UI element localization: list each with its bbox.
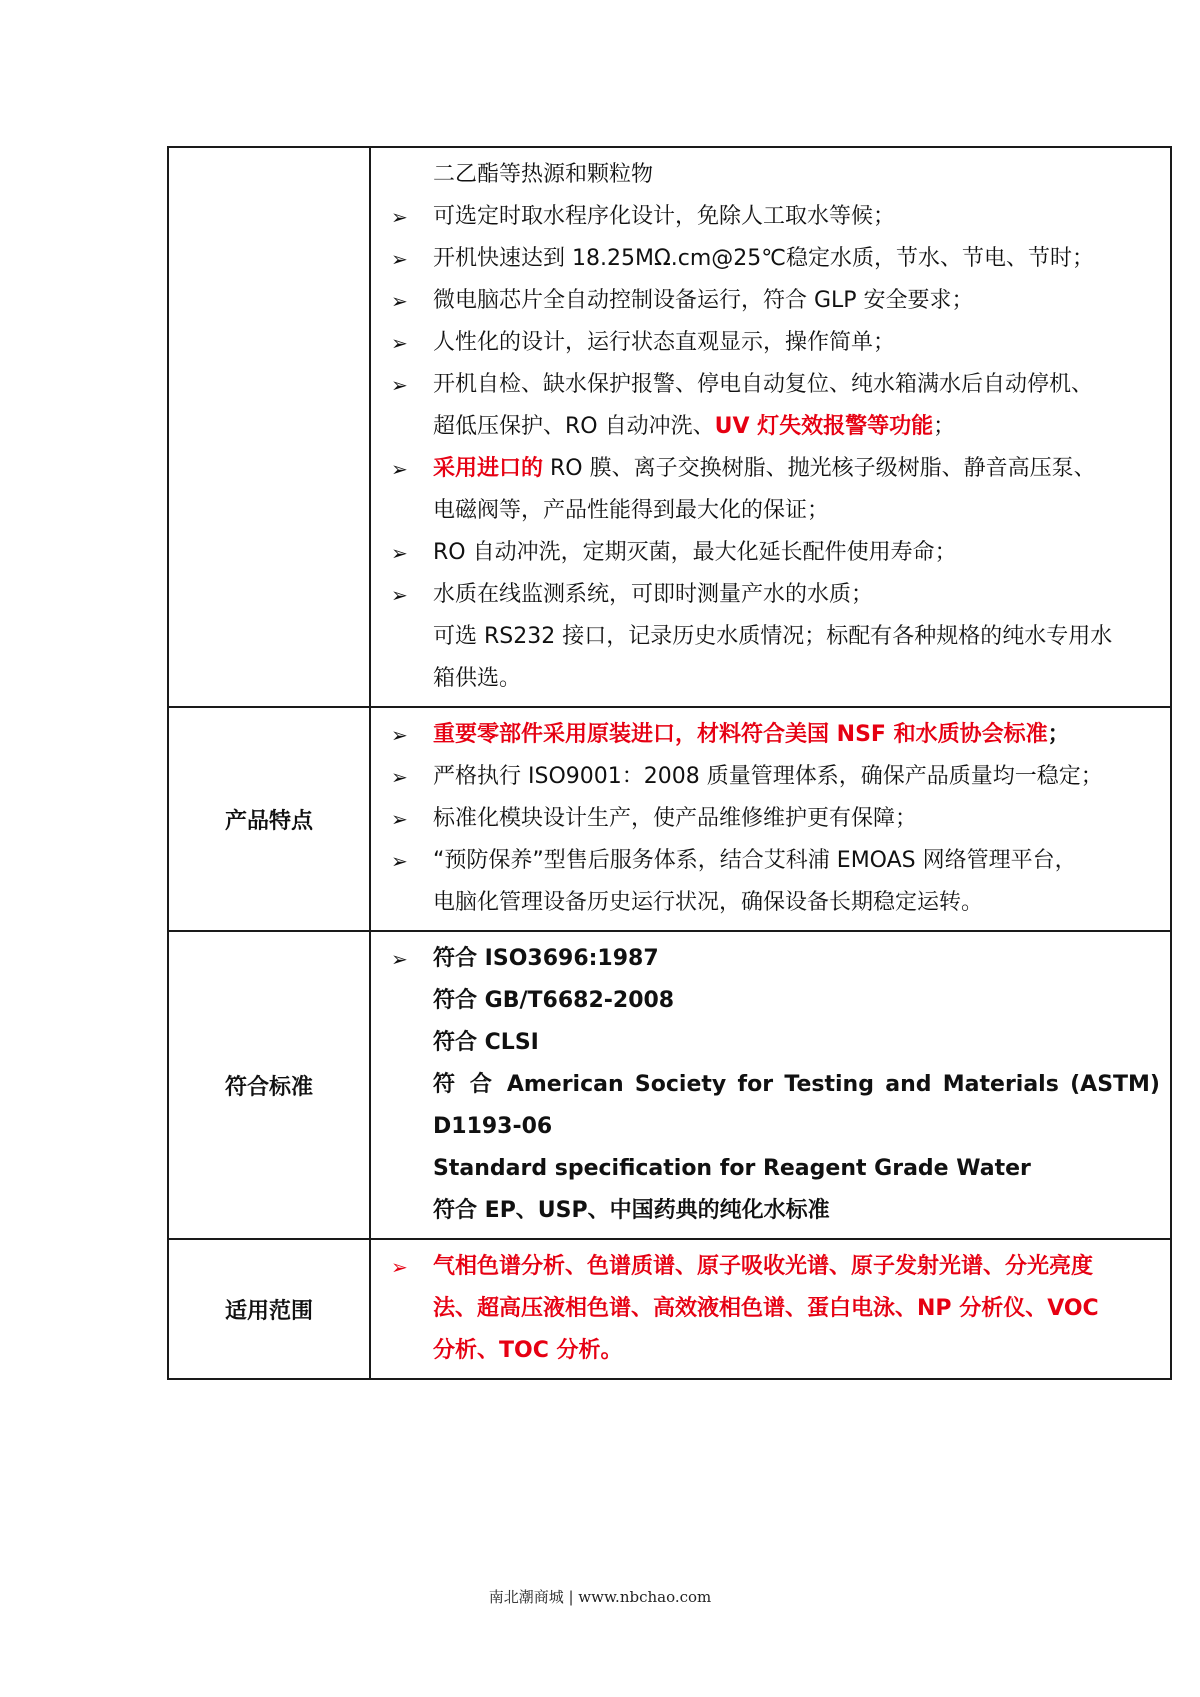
list-item: 符合 GB/T6682-2008 [433,988,675,1013]
row-label: 产品特点 [168,707,370,931]
arrow-bullet-icon: ➢ [391,541,408,565]
list-item: ➢ “预防保养”型售后服务体系，结合艾科浦 EMOAS 网络管理平台， [381,840,1160,882]
arrow-bullet-icon: ➢ [391,247,408,271]
row-content [370,707,1171,931]
arrow-bullet-icon: ➢ [391,849,408,873]
arrow-bullet-icon: ➢ [391,373,408,397]
table-row [168,1239,1171,1379]
list-item: 法、超高压液相色谱、高效液相色谱、蛋白电泳、NP 分析仪、VOC [433,1296,1099,1321]
list-item: D1193-06 [433,1114,553,1139]
list-item: ➢ 采用进口的 RO 膜、离子交换树脂、抛光核子级树脂、静音高压泵、 [381,448,1160,490]
arrow-bullet-icon: ➢ [391,331,408,355]
arrow-bullet-icon: ➢ [391,1255,408,1279]
list-item: ➢ 气相色谱分析、色谱质谱、原子吸收光谱、原子发射光谱、分光亮度 [381,1246,1160,1288]
table-row [168,931,1171,1239]
list-item: 符 合 American Society for Testing and Materials (ASTM) [433,1072,1160,1097]
list-item: 可选 RS232 接口，记录历史水质情况；标配有各种规格的纯水专用水 [433,624,1113,649]
table-row [168,147,1171,707]
list-item: 二乙酯等热源和颗粒物 [433,162,654,187]
list-item: ➢ 人性化的设计，运行状态直观显示，操作简单； [381,322,1160,364]
arrow-bullet-icon: ➢ [391,205,408,229]
row-content [370,931,1171,1239]
list-item: ➢ RO 自动冲洗，定期灭菌，最大化延长配件使用寿命； [381,532,1160,574]
list-item: 分析、TOC 分析。 [433,1338,623,1363]
list-item: 符合 CLSI [433,1030,539,1055]
list-item: Standard specification for Reagent Grade Water [433,1156,1031,1181]
page-footer: 南北潮商城 | www.nbchao.com [488,1588,712,1606]
row-label: 适用范围 [168,1239,370,1379]
list-item: 电磁阀等，产品性能得到最大化的保证； [433,498,830,523]
list-item: 符合 EP、USP、中国药典的纯化水标准 [433,1198,830,1223]
list-item: 超低压保护、RO 自动冲洗、UV 灯失效报警等功能； [433,414,956,439]
arrow-bullet-icon: ➢ [391,583,408,607]
list-item: ➢ 可选定时取水程序化设计，免除人工取水等候； [381,196,1160,238]
arrow-bullet-icon: ➢ [391,947,408,971]
list-item: ➢ 严格执行 ISO9001：2008 质量管理体系，确保产品质量均一稳定； [381,756,1160,798]
list-item: ➢ 符合 ISO3696:1987 [381,938,1160,980]
list-item: ➢ 重要零部件采用原装进口，材料符合美国 NSF 和水质协会标准； [381,714,1160,756]
row-content [370,147,1171,707]
arrow-bullet-icon: ➢ [391,765,408,789]
list-item: ➢ 标准化模块设计生产，使产品维修维护更有保障； [381,798,1160,840]
row-content [370,1239,1171,1379]
arrow-bullet-icon: ➢ [391,723,408,747]
row-label: 符合标准 [168,931,370,1239]
list-item: ➢ 开机自检、缺水保护报警、停电自动复位、纯水箱满水后自动停机、 [381,364,1160,406]
arrow-bullet-icon: ➢ [391,457,408,481]
arrow-bullet-icon: ➢ [391,289,408,313]
table-row [168,707,1171,931]
list-item: ➢ 微电脑芯片全自动控制设备运行，符合 GLP 安全要求； [381,280,1160,322]
spec-table [167,146,1172,1380]
list-item: ➢ 开机快速达到 18.25MΩ.cm@25℃稳定水质，节水、节电、节时； [381,238,1160,280]
list-item: 箱供选。 [433,666,522,691]
arrow-bullet-icon: ➢ [391,807,408,831]
list-item: ➢ 水质在线监测系统，可即时测量产水的水质； [381,574,1160,616]
row-label-empty [168,147,370,707]
list-item: 电脑化管理设备历史运行状况，确保设备长期稳定运转。 [433,890,984,915]
